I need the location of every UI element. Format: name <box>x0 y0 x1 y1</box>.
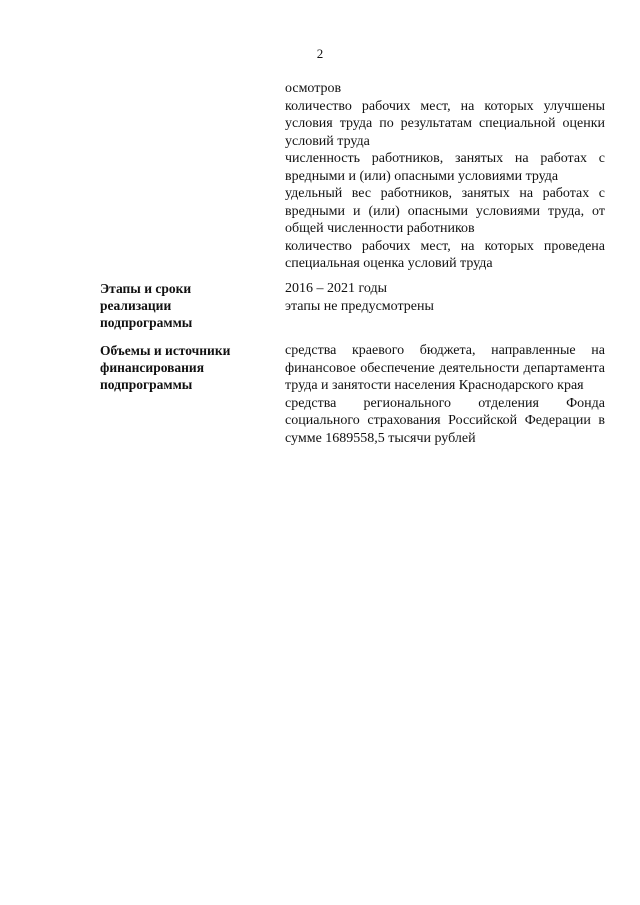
stages-value <box>285 280 605 315</box>
funding-value <box>285 342 605 447</box>
indicator-line: осмотров <box>285 81 342 96</box>
funding-label-line: финансирования <box>100 360 205 375</box>
stages-label-line: реализации <box>100 298 172 313</box>
stages-label-line: подпрограммы <box>100 315 193 330</box>
page-number: 2 <box>316 46 324 61</box>
funding-source: средства регионального отделения Фонда социального страхования Российской Федерации в сумме 1689558,5 тысячи рублей <box>285 395 605 446</box>
indicator-line: удельный вес работников, занятых на работах с вредными и (или) опасными условиями труда, от общей численности работников <box>285 186 605 236</box>
stages-label <box>100 280 260 331</box>
funding-label <box>100 342 260 393</box>
indicator-line: численность работников, занятых на работах с вредными и (или) опасными условиями труда <box>285 151 605 184</box>
indicators-list <box>285 80 605 273</box>
stages-period: 2016 – 2021 годы <box>285 281 388 296</box>
funding-label-line: подпрограммы <box>100 377 193 392</box>
stages-note: этапы не предусмотрены <box>285 298 434 314</box>
funding-label-line: Объемы и источники <box>100 343 231 358</box>
stages-label-line: Этапы и сроки <box>100 281 192 296</box>
funding-source: средства краевого бюджета, направленные на финансовое обеспечение деятельности департамента труда и занятости населения Краснодарского края <box>285 343 605 393</box>
indicator-line: количество рабочих мест, на которых проведена специальная оценка условий труда <box>285 238 605 271</box>
indicator-line: количество рабочих мест, на которых улучшены условия труда по результатам специальной оценки условий труда <box>285 98 605 149</box>
